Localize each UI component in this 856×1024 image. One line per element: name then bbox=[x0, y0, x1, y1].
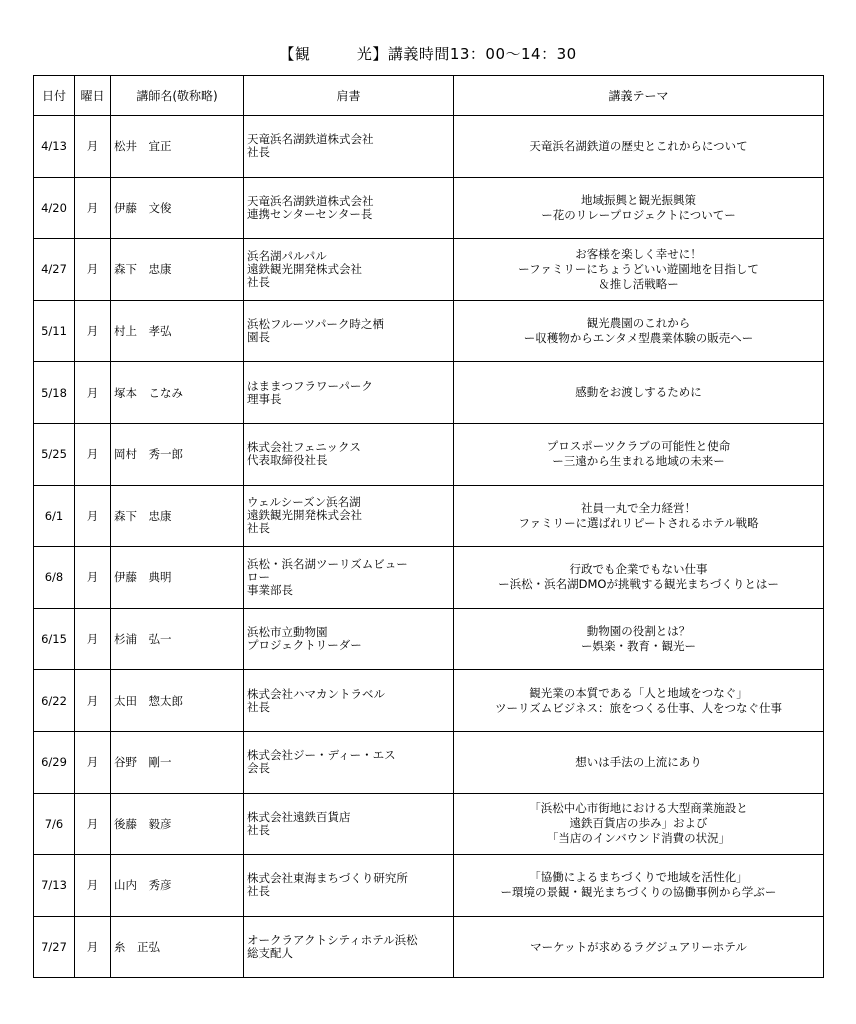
affiliation-line: 浜松・浜名湖ツーリズムビュー bbox=[247, 556, 408, 571]
table-row bbox=[34, 485, 824, 547]
theme-line: マーケットが求めるラグジュアリーホテル bbox=[530, 939, 747, 954]
cell-theme bbox=[454, 362, 824, 424]
affiliation-line: 株式会社ジー・ディー・エス bbox=[247, 748, 396, 763]
cell-day: 月 bbox=[75, 423, 111, 485]
affiliation-line: ロー bbox=[247, 569, 270, 584]
affiliation-line: プロジェクトリーダー bbox=[247, 638, 362, 653]
table-row bbox=[34, 239, 824, 301]
cell-lecturer-name: 太田 惣太郎 bbox=[111, 670, 244, 732]
theme-line: ー娯楽・教育・観光ー bbox=[581, 639, 696, 654]
cell-lecturer-name: 後藤 毅彦 bbox=[111, 793, 244, 855]
cell-day: 月 bbox=[75, 916, 111, 978]
cell-day: 月 bbox=[75, 855, 111, 917]
theme-line: ファミリーに選ばれリピートされるホテル戦略 bbox=[518, 515, 759, 530]
cell-theme bbox=[454, 916, 824, 978]
cell-date: 6/29 bbox=[34, 731, 75, 793]
table-row bbox=[34, 547, 824, 609]
cell-theme bbox=[454, 300, 824, 362]
theme-line: 社員一丸で全力経営！ bbox=[581, 500, 696, 515]
table-row bbox=[34, 116, 824, 178]
theme-line: ー花のリレープロジェクトについてー bbox=[541, 207, 736, 222]
cell-date: 7/27 bbox=[34, 916, 75, 978]
affiliation-line: 天竜浜名湖鉄道株式会社 bbox=[247, 132, 374, 147]
cell-date: 6/22 bbox=[34, 670, 75, 732]
cell-lecturer-name: 伊藤 文俊 bbox=[111, 177, 244, 239]
affiliation-line: 株式会社遠鉄百貨店 bbox=[247, 809, 351, 824]
cell-date: 7/13 bbox=[34, 855, 75, 917]
cell-theme bbox=[454, 239, 824, 301]
cell-affiliation bbox=[244, 731, 454, 793]
cell-date: 4/13 bbox=[34, 116, 75, 178]
affiliation-line: 社長 bbox=[247, 521, 270, 536]
cell-lecturer-name: 森下 忠康 bbox=[111, 485, 244, 547]
theme-line: 遠鉄百貨店の歩み」および bbox=[569, 816, 708, 831]
cell-date: 4/27 bbox=[34, 239, 75, 301]
theme-line: 観光業の本質である「人と地域をつなぐ」 bbox=[529, 685, 748, 700]
cell-lecturer-name: 村上 孝弘 bbox=[111, 300, 244, 362]
cell-theme bbox=[454, 177, 824, 239]
lecture-schedule-table bbox=[33, 75, 824, 978]
cell-lecturer-name: 山内 秀彦 bbox=[111, 855, 244, 917]
table-row bbox=[34, 423, 824, 485]
cell-day: 月 bbox=[75, 608, 111, 670]
cell-lecturer-name: 杉浦 弘一 bbox=[111, 608, 244, 670]
header-date: 日付 bbox=[34, 76, 75, 116]
cell-date: 5/18 bbox=[34, 362, 75, 424]
header-theme: 講義テーマ bbox=[454, 76, 824, 116]
cell-theme bbox=[454, 793, 824, 855]
cell-date: 6/1 bbox=[34, 485, 75, 547]
cell-date: 5/11 bbox=[34, 300, 75, 362]
cell-affiliation bbox=[244, 547, 454, 609]
cell-affiliation bbox=[244, 362, 454, 424]
theme-line: 地域振興と観光振興策 bbox=[581, 192, 696, 207]
page-title: 【観 光】講義時間13：00～14：30 bbox=[279, 45, 577, 63]
affiliation-line: 株式会社東海まちづくり研究所 bbox=[247, 871, 408, 886]
affiliation-line: 連携センターセンター長 bbox=[247, 206, 373, 221]
cell-day: 月 bbox=[75, 300, 111, 362]
affiliation-line: 理事長 bbox=[247, 391, 282, 406]
cell-date: 6/8 bbox=[34, 547, 75, 609]
affiliation-line: 事業部長 bbox=[247, 582, 293, 597]
affiliation-line: 社長 bbox=[247, 699, 270, 714]
cell-affiliation bbox=[244, 116, 454, 178]
table-row bbox=[34, 300, 824, 362]
cell-lecturer-name: 伊藤 典明 bbox=[111, 547, 244, 609]
cell-affiliation bbox=[244, 855, 454, 917]
cell-day: 月 bbox=[75, 670, 111, 732]
affiliation-line: 天竜浜名湖鉄道株式会社 bbox=[247, 193, 374, 208]
header-day: 曜日 bbox=[75, 76, 111, 116]
cell-day: 月 bbox=[75, 731, 111, 793]
cell-lecturer-name: 谷野 剛一 bbox=[111, 731, 244, 793]
table-row bbox=[34, 608, 824, 670]
affiliation-line: 園長 bbox=[247, 330, 270, 345]
cell-affiliation bbox=[244, 300, 454, 362]
theme-line: 「協働によるまちづくりで地域を活性化」 bbox=[529, 870, 748, 885]
cell-affiliation bbox=[244, 177, 454, 239]
theme-line: 動物園の役割とは？ bbox=[586, 624, 691, 639]
cell-theme bbox=[454, 855, 824, 917]
cell-theme bbox=[454, 608, 824, 670]
theme-line: お客様を楽しく幸せに！ bbox=[575, 246, 702, 261]
table-row bbox=[34, 177, 824, 239]
affiliation-line: 浜松フルーツパーク時之栖 bbox=[247, 317, 384, 332]
affiliation-line: 社長 bbox=[247, 822, 270, 837]
theme-line: 想いは手法の上流にあり bbox=[575, 754, 702, 769]
cell-affiliation bbox=[244, 423, 454, 485]
theme-line: 観光農園のこれから bbox=[586, 316, 691, 331]
theme-line: ー環境の景観・観光まちづくりの協働事例から学ぶー bbox=[500, 885, 777, 900]
table-row bbox=[34, 916, 824, 978]
cell-theme bbox=[454, 731, 824, 793]
theme-line: 「浜松中心市街地における大型商業施設と bbox=[529, 801, 748, 816]
theme-line: プロスポーツクラブの可能性と使命 bbox=[546, 439, 731, 454]
cell-day: 月 bbox=[75, 116, 111, 178]
affiliation-line: ウェルシーズン浜名湖 bbox=[247, 495, 361, 510]
cell-theme bbox=[454, 547, 824, 609]
table-body bbox=[34, 116, 824, 978]
table-header-row bbox=[34, 76, 824, 116]
table-row bbox=[34, 855, 824, 917]
theme-line: ー浜松・浜名湖DMOが挑戦する観光まちづくりとはー bbox=[498, 577, 779, 592]
header-name: 講師名(敬称略) bbox=[111, 76, 244, 116]
affiliation-line: 遠鉄観光開発株式会社 bbox=[247, 261, 362, 276]
cell-affiliation bbox=[244, 670, 454, 732]
cell-lecturer-name: 岡村 秀一郎 bbox=[111, 423, 244, 485]
cell-day: 月 bbox=[75, 239, 111, 301]
table-row bbox=[34, 362, 824, 424]
theme-line: 「当店のインバウンド消費の状況」 bbox=[546, 831, 731, 846]
table-row bbox=[34, 670, 824, 732]
header-affiliation: 肩書 bbox=[244, 76, 454, 116]
theme-line: ー収穫物からエンタメ型農業体験の販売へー bbox=[523, 331, 754, 346]
affiliation-line: 総支配人 bbox=[247, 946, 293, 961]
affiliation-line: 社長 bbox=[247, 274, 270, 289]
cell-lecturer-name: 糸 正弘 bbox=[111, 916, 244, 978]
cell-day: 月 bbox=[75, 177, 111, 239]
cell-date: 5/25 bbox=[34, 423, 75, 485]
theme-line: 感動をお渡しするために bbox=[575, 385, 702, 400]
cell-theme bbox=[454, 670, 824, 732]
affiliation-line: 浜名湖パルパル bbox=[247, 248, 327, 263]
affiliation-line: 株式会社フェニックス bbox=[247, 440, 361, 455]
theme-line: 天竜浜名湖鉄道の歴史とこれからについて bbox=[529, 138, 748, 153]
cell-affiliation bbox=[244, 485, 454, 547]
cell-affiliation bbox=[244, 608, 454, 670]
affiliation-line: 社長 bbox=[247, 145, 270, 160]
cell-day: 月 bbox=[75, 793, 111, 855]
cell-lecturer-name: 松井 宜正 bbox=[111, 116, 244, 178]
affiliation-line: 会長 bbox=[247, 761, 270, 776]
cell-date: 4/20 bbox=[34, 177, 75, 239]
cell-day: 月 bbox=[75, 485, 111, 547]
affiliation-line: はままつフラワーパーク bbox=[247, 378, 373, 393]
cell-day: 月 bbox=[75, 547, 111, 609]
affiliation-line: オークラアクトシティホテル浜松 bbox=[247, 933, 418, 948]
theme-line: ツーリズムビジネス：旅をつくる仕事、人をつなぐ仕事 bbox=[495, 700, 782, 715]
theme-line: 行政でも企業でもない仕事 bbox=[569, 562, 708, 577]
cell-affiliation bbox=[244, 793, 454, 855]
table-row bbox=[34, 731, 824, 793]
table-row bbox=[34, 793, 824, 855]
cell-date: 7/6 bbox=[34, 793, 75, 855]
theme-line: ーファミリーにちょうどいい遊園地を目指して bbox=[518, 261, 759, 276]
cell-theme bbox=[454, 485, 824, 547]
affiliation-line: 代表取締役社長 bbox=[247, 453, 328, 468]
affiliation-line: 社長 bbox=[247, 884, 270, 899]
cell-date: 6/15 bbox=[34, 608, 75, 670]
affiliation-line: 遠鉄観光開発株式会社 bbox=[247, 508, 362, 523]
cell-theme bbox=[454, 423, 824, 485]
affiliation-line: 浜松市立動物園 bbox=[247, 625, 328, 640]
cell-lecturer-name: 森下 忠康 bbox=[111, 239, 244, 301]
theme-line: ＆推し活戦略ー bbox=[598, 276, 679, 291]
affiliation-line: 株式会社ハマカントラベル bbox=[247, 686, 385, 701]
cell-theme bbox=[454, 116, 824, 178]
cell-day: 月 bbox=[75, 362, 111, 424]
theme-line: ー三遠から生まれる地域の未来ー bbox=[552, 454, 725, 469]
cell-affiliation bbox=[244, 239, 454, 301]
cell-lecturer-name: 塚本 こなみ bbox=[111, 362, 244, 424]
cell-affiliation bbox=[244, 916, 454, 978]
